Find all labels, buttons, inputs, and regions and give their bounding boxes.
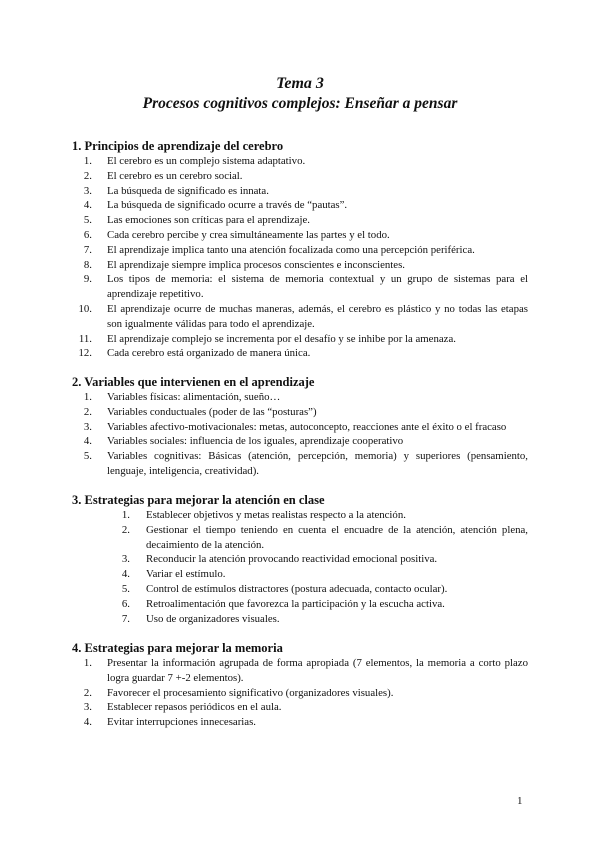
list-item-text: El cerebro es un complejo sistema adaptativo.	[107, 155, 306, 167]
page-subtitle: Procesos cognitivos complejos: Enseñar a pensar	[142, 95, 458, 112]
list-item	[72, 405, 528, 420]
list-item	[100, 567, 528, 582]
list-item	[72, 228, 528, 243]
list-item-text: Las emociones son críticas para el aprendizaje.	[107, 214, 310, 227]
list-item	[72, 213, 528, 228]
section-heading-principios: 1. Principios de aprendizaje del cerebro	[72, 139, 284, 153]
list-item-number: 4.	[121, 568, 130, 581]
list-item	[72, 169, 528, 184]
list-item	[72, 449, 528, 479]
list-item	[72, 420, 528, 435]
list-item	[72, 686, 528, 701]
list-item-number: 1.	[121, 509, 130, 521]
section-heading-memoria: 4. Estrategias para mejorar la memoria	[72, 641, 283, 655]
list-item	[100, 508, 528, 523]
list-item	[100, 597, 528, 612]
list-item-text: Variables conductuales (poder de las “posturas”)	[107, 405, 317, 418]
list-item-number: 11.	[78, 332, 92, 345]
list-item	[72, 198, 528, 213]
list-item	[100, 582, 528, 597]
list-item-number: 2.	[83, 169, 92, 182]
list-item	[72, 272, 528, 302]
list-item-number: 4.	[83, 435, 92, 448]
list-item-number: 1.	[83, 155, 92, 167]
list-item-number: 6.	[121, 597, 130, 610]
list-item-text: El aprendizaje siempre implica procesos conscientes e inconscientes.	[107, 258, 406, 271]
list-item-number: 1.	[83, 391, 92, 403]
list-item-number: 3.	[83, 701, 92, 714]
list-item-number: 8.	[83, 258, 92, 271]
list-item-text: Variables físicas: alimentación, sueño…	[107, 391, 281, 403]
list-item	[72, 715, 528, 730]
list-item-text: Favorecer el procesamiento significativo (organizadores visuales).	[107, 686, 394, 699]
list-item-number: 12.	[78, 347, 92, 360]
page-number: 1	[517, 795, 523, 807]
list-item-number: 6.	[83, 228, 92, 241]
list-item-text: El cerebro es un cerebro social.	[107, 169, 243, 182]
list-item-number: 3.	[121, 553, 130, 566]
list-item-number: 5.	[83, 214, 92, 227]
list-item	[100, 552, 528, 567]
list-principios	[72, 154, 528, 361]
list-item-text: Gestionar el tiempo teniendo en cuenta el encuadre de la atención, atención plena, decaimiento de la atención.	[146, 523, 528, 551]
list-item-number: 5.	[121, 582, 130, 595]
list-item-number: 7.	[83, 243, 92, 256]
list-item-number: 4.	[83, 716, 92, 729]
list-item-text: Retroalimentación que favorezca la participación y la escucha activa.	[146, 597, 445, 610]
list-item-number: 7.	[121, 612, 130, 625]
list-item	[72, 243, 528, 258]
list-item-text: Reconducir la atención provocando reactividad emocional positiva.	[146, 553, 438, 566]
list-item	[72, 302, 528, 332]
list-item	[72, 184, 528, 199]
list-item	[72, 258, 528, 273]
list-item-number: 3.	[83, 184, 92, 197]
list-variables	[72, 390, 528, 479]
list-item-number: 3.	[83, 420, 92, 433]
list-item-number: 9.	[83, 273, 92, 286]
list-item-text: El aprendizaje implica tanto una atención focalizada como una percepción periférica.	[107, 243, 475, 256]
list-item	[72, 332, 528, 347]
list-item-number: 4.	[83, 199, 92, 212]
list-item	[72, 346, 528, 361]
list-item-text: Cada cerebro percibe y crea simultáneamente las partes y el todo.	[107, 228, 390, 241]
list-item-text: La búsqueda de significado es innata.	[107, 184, 269, 197]
list-item	[72, 154, 528, 169]
list-atencion	[100, 508, 528, 626]
list-item-text: Uso de organizadores visuales.	[146, 612, 280, 625]
list-item	[100, 523, 528, 553]
list-memoria	[72, 656, 528, 730]
list-item-number: 2.	[121, 523, 130, 536]
list-item-text: Establecer objetivos y metas realistas respecto a la atención.	[146, 509, 406, 521]
list-item-text: Variables afectivo-motivacionales: metas, autoconcepto, reacciones ante el éxito o el fracaso	[107, 420, 507, 433]
list-item-text: Cada cerebro está organizado de manera única.	[107, 347, 311, 360]
list-item-text: Los tipos de memoria: el sistema de memoria contextual y un grupo de sistemas para el aprendizaje repetitivo.	[107, 273, 528, 301]
list-item-text: Variar el estímulo.	[146, 568, 226, 581]
list-item-text: La búsqueda de significado ocurre a través de “pautas”.	[107, 199, 348, 212]
list-item-text: Evitar interrupciones innecesarias.	[107, 716, 256, 729]
list-item-text: Control de estímulos distractores (postura adecuada, contacto ocular).	[146, 582, 448, 595]
list-item	[72, 390, 528, 405]
list-item-text: Variables sociales: influencia de los iguales, aprendizaje cooperativo	[107, 435, 404, 448]
list-item-text: El aprendizaje ocurre de muchas maneras, además, el cerebro es plástico y no todas las etapas son igualmente válidas para todo el aprendizaje.	[107, 302, 528, 330]
section-heading-atencion: 3. Estrategias para mejorar la atención en clase	[72, 493, 325, 507]
list-item-text: Variables cognitivas: Básicas (atención, percepción, memoria) y superiores (pensamiento, lenguaje, inteligencia, creatividad).	[107, 450, 528, 477]
page-title: Tema 3	[276, 75, 324, 92]
list-item-number: 2.	[83, 405, 92, 418]
list-item	[72, 656, 528, 686]
list-item-text: Presentar la información agrupada de forma apropiada (7 elementos, la memoria a corto plazo logra guardar 7 +-2 elementos).	[107, 657, 528, 684]
section-heading-variables: 2. Variables que intervienen en el aprendizaje	[72, 375, 315, 389]
list-item	[72, 434, 528, 449]
list-item-number: 1.	[83, 657, 92, 669]
list-item-number: 10.	[78, 302, 92, 315]
list-item-text: Establecer repasos periódicos en el aula.	[107, 701, 282, 714]
list-item-number: 2.	[83, 686, 92, 699]
list-item-number: 5.	[83, 450, 92, 463]
list-item-text: El aprendizaje complejo se incrementa por el desafío y se inhibe por la amenaza.	[107, 332, 456, 345]
list-item	[100, 612, 528, 627]
list-item	[72, 700, 528, 715]
